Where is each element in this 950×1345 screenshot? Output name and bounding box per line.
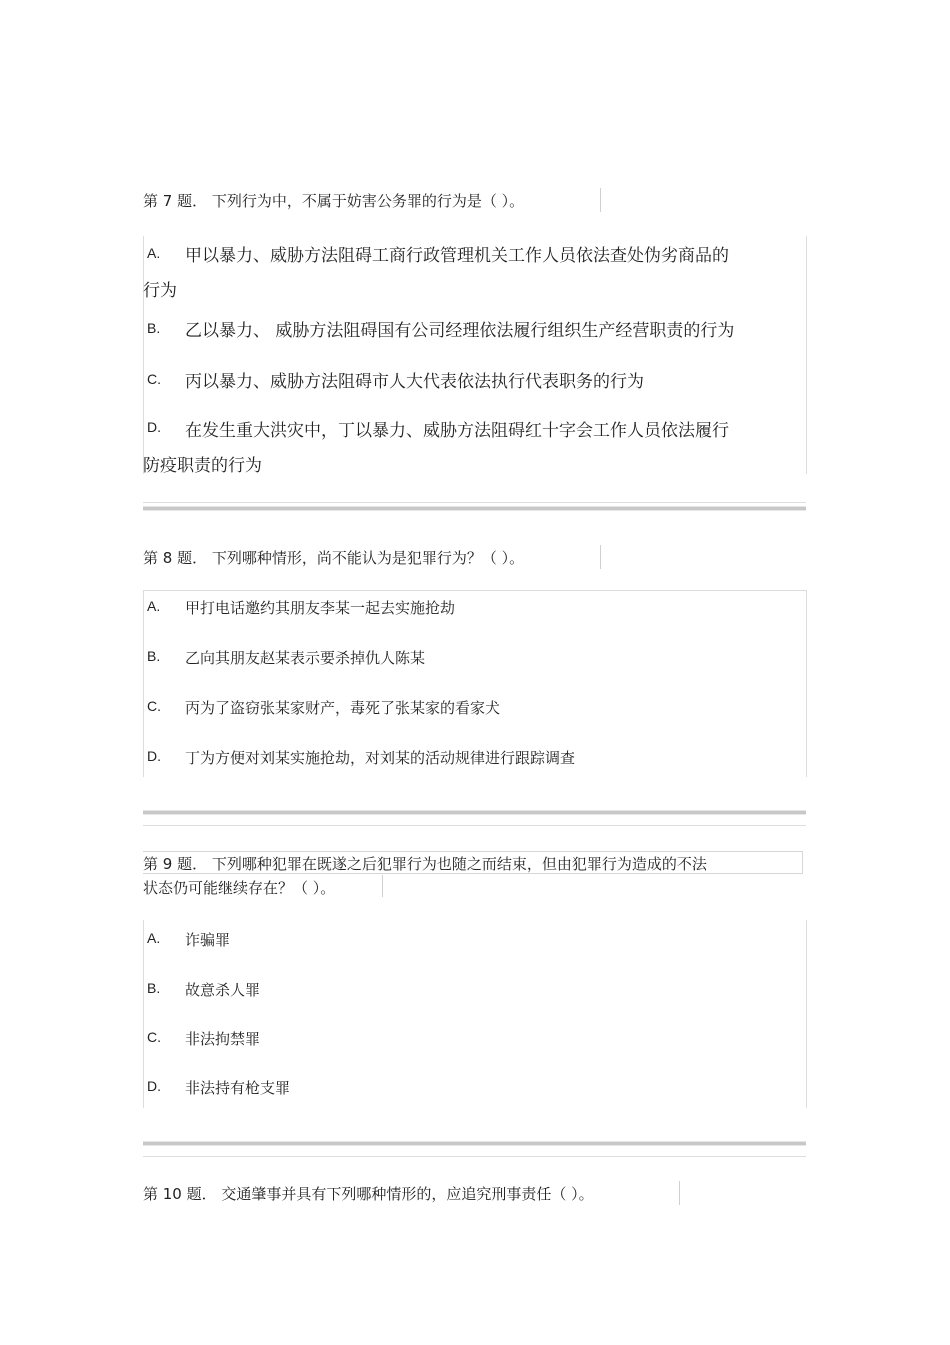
option-letter: D. (147, 1078, 161, 1094)
option-8b-text: 乙向其朋友赵某表示要杀掉仇人陈某 (185, 649, 426, 667)
option-7a-text-cont: 行为 (143, 281, 177, 301)
option-7d-text-cont: 防疫职责的行为 (143, 456, 262, 476)
option-8c-text: 丙为了盗窃张某家财产，毒死了张某家的看家犬 (185, 699, 501, 717)
section-separator (143, 1141, 806, 1146)
option-9d-text: 非法持有枪支罪 (185, 1079, 291, 1097)
option-8d-text: 丁为方便对刘某实施抢劫，对刘某的活动规律进行跟踪调查 (185, 749, 576, 767)
option-letter: B. (147, 648, 161, 664)
option-letter: A. (147, 245, 161, 261)
option-9a-text: 诈骗罪 (185, 931, 231, 949)
option-letter: B. (147, 320, 161, 336)
option-letter: A. (147, 598, 161, 614)
option-8a-text: 甲打电话邀约其朋友李某一起去实施抢劫 (185, 599, 456, 617)
divider (143, 502, 806, 503)
title-border (679, 1181, 680, 1205)
title-border (600, 545, 601, 569)
option-7d-text: 在发生重大洪灾中，丁以暴力、威胁方法阻碍红十字会工作人员依法履行 (185, 421, 729, 441)
option-9b-text: 故意杀人罪 (185, 981, 261, 999)
option-letter: C. (147, 371, 161, 387)
divider (143, 825, 806, 826)
section-separator (143, 810, 806, 815)
option-7a-text: 甲以暴力、威胁方法阻碍工商行政管理机关工作人员依法查处伪劣商品的 (185, 246, 729, 266)
option-letter: D. (147, 419, 161, 435)
question-7-title: 第 7 题． 下列行为中，不属于妨害公务罪的行为是（ ）。 (143, 192, 525, 210)
question-9-title: 第 9 题． 下列哪种犯罪在既遂之后犯罪行为也随之而结束，但由犯罪行为造成的不法 (143, 855, 707, 873)
option-letter: A. (147, 930, 161, 946)
option-7b-text: 乙以暴力、 威胁方法阻碍国有公司经理依法履行组织生产经营职责的行为 (185, 321, 735, 341)
question-9-title-cont: 状态仍可能继续存在？（ ）。 (143, 879, 336, 897)
question-10-title: 第 10 题． 交通肇事并具有下列哪种情形的，应追究刑事责任（ ）。 (143, 1185, 594, 1203)
option-letter: C. (147, 698, 161, 714)
question-8-title: 第 8 题． 下列哪种情形，尚不能认为是犯罪行为？（ ）。 (143, 549, 525, 567)
option-letter: C. (147, 1029, 161, 1045)
section-separator (143, 506, 806, 511)
option-letter: B. (147, 980, 161, 996)
option-7c-text: 丙以暴力、威胁方法阻碍市人大代表依法执行代表职务的行为 (185, 372, 644, 392)
title-border (600, 188, 601, 212)
title-border (382, 875, 383, 897)
divider (143, 1156, 806, 1157)
option-9c-text: 非法拘禁罪 (185, 1030, 261, 1048)
option-letter: D. (147, 748, 161, 764)
